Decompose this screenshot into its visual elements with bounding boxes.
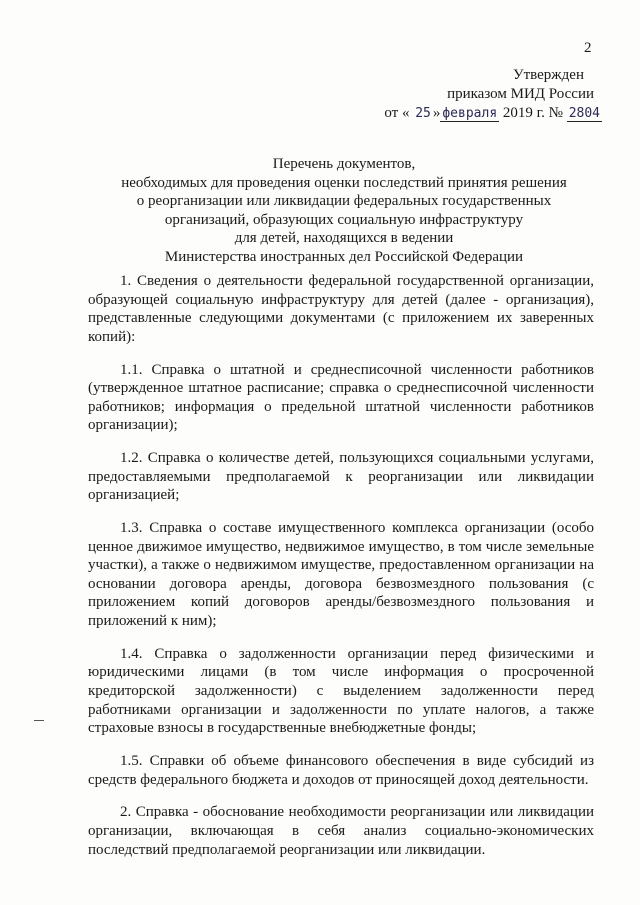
title-line: о реорганизации или ликвидации федеральных государственных [136, 193, 552, 209]
title-line: организаций, образующих социальную инфраструктуру [164, 211, 524, 228]
date-day-close: » [432, 105, 441, 121]
approval-stamp [357, 66, 602, 123]
paragraph-1: 1. Сведения о деятельности федеральной государственной организации, образующей социальную инфраструктуру для детей (далее - организация), представленные следующими документами (с приложением их заверенных копий): [88, 273, 594, 345]
paragraph-1-4: 1.4. Справка о задолженности организации перед физическими и юридическими лицами (в том числе информация о просроченной кредиторской задолженности) с выделением задолженности перед работниками организации и задолженности по уплате налогов, а также страховые взносы в государственные внебюджетные фонды; [88, 645, 594, 737]
page-number: 2 [584, 40, 592, 56]
paragraph-1-2: 1.2. Справка о количестве детей, пользующихся социальными услугами, предоставляемыми предполагаемой к реорганизации или ликвидации организацией; [88, 450, 594, 504]
date-prefix: от « [384, 105, 410, 121]
date-day: 25 [415, 106, 431, 121]
title-line: Перечень документов, [272, 156, 416, 172]
paragraph-1-1: 1.1. Справка о штатной и среднесписочной численности работников (утвержденное штатное расписание; справка о среднесписочной численности работников; информация о предельной штатной численности работников организации); [88, 361, 594, 434]
date-month: февраля [442, 106, 498, 121]
title-line: Министерства иностранных дел Российской Федерации [164, 248, 524, 265]
date-year: 2019 г. № [502, 105, 563, 121]
title-line: необходимых для проведения оценки последствий принятия решения [121, 174, 567, 191]
paragraph-1-3: 1.3. Справка о составе имущественного комплекса организации (особо ценное движимое имущество, недвижимое имущество, в том числе земельные участки), а также о недвижимом имуществе, предоставленном организации на основании договора аренды, договора безвозмездного пользования (с приложением копий договоров аренды/безвозмездного пользования и приложений к ним); [88, 520, 594, 630]
paragraph-1-5: 1.5. Справки об объеме финансового обеспечения в виде субсидий из средств федерального бюджета и доходов от приносящей доход деятельности. [88, 753, 594, 788]
title-line: для детей, находящихся в ведении [234, 230, 454, 246]
approval-heading: Утвержден [512, 67, 584, 83]
margin-mark [34, 720, 44, 721]
order-number: 2804 [568, 106, 600, 121]
paragraph-2: 2. Справка - обоснование необходимости реорганизации или ликвидации организации, включающая в себя анализ социально-экономических последствий предполагаемой реорганизации или ликвидации. [88, 804, 594, 858]
approval-date-line [357, 104, 602, 123]
document-title [96, 155, 592, 266]
approval-order: приказом МИД России [447, 86, 594, 102]
document-body [88, 272, 594, 873]
